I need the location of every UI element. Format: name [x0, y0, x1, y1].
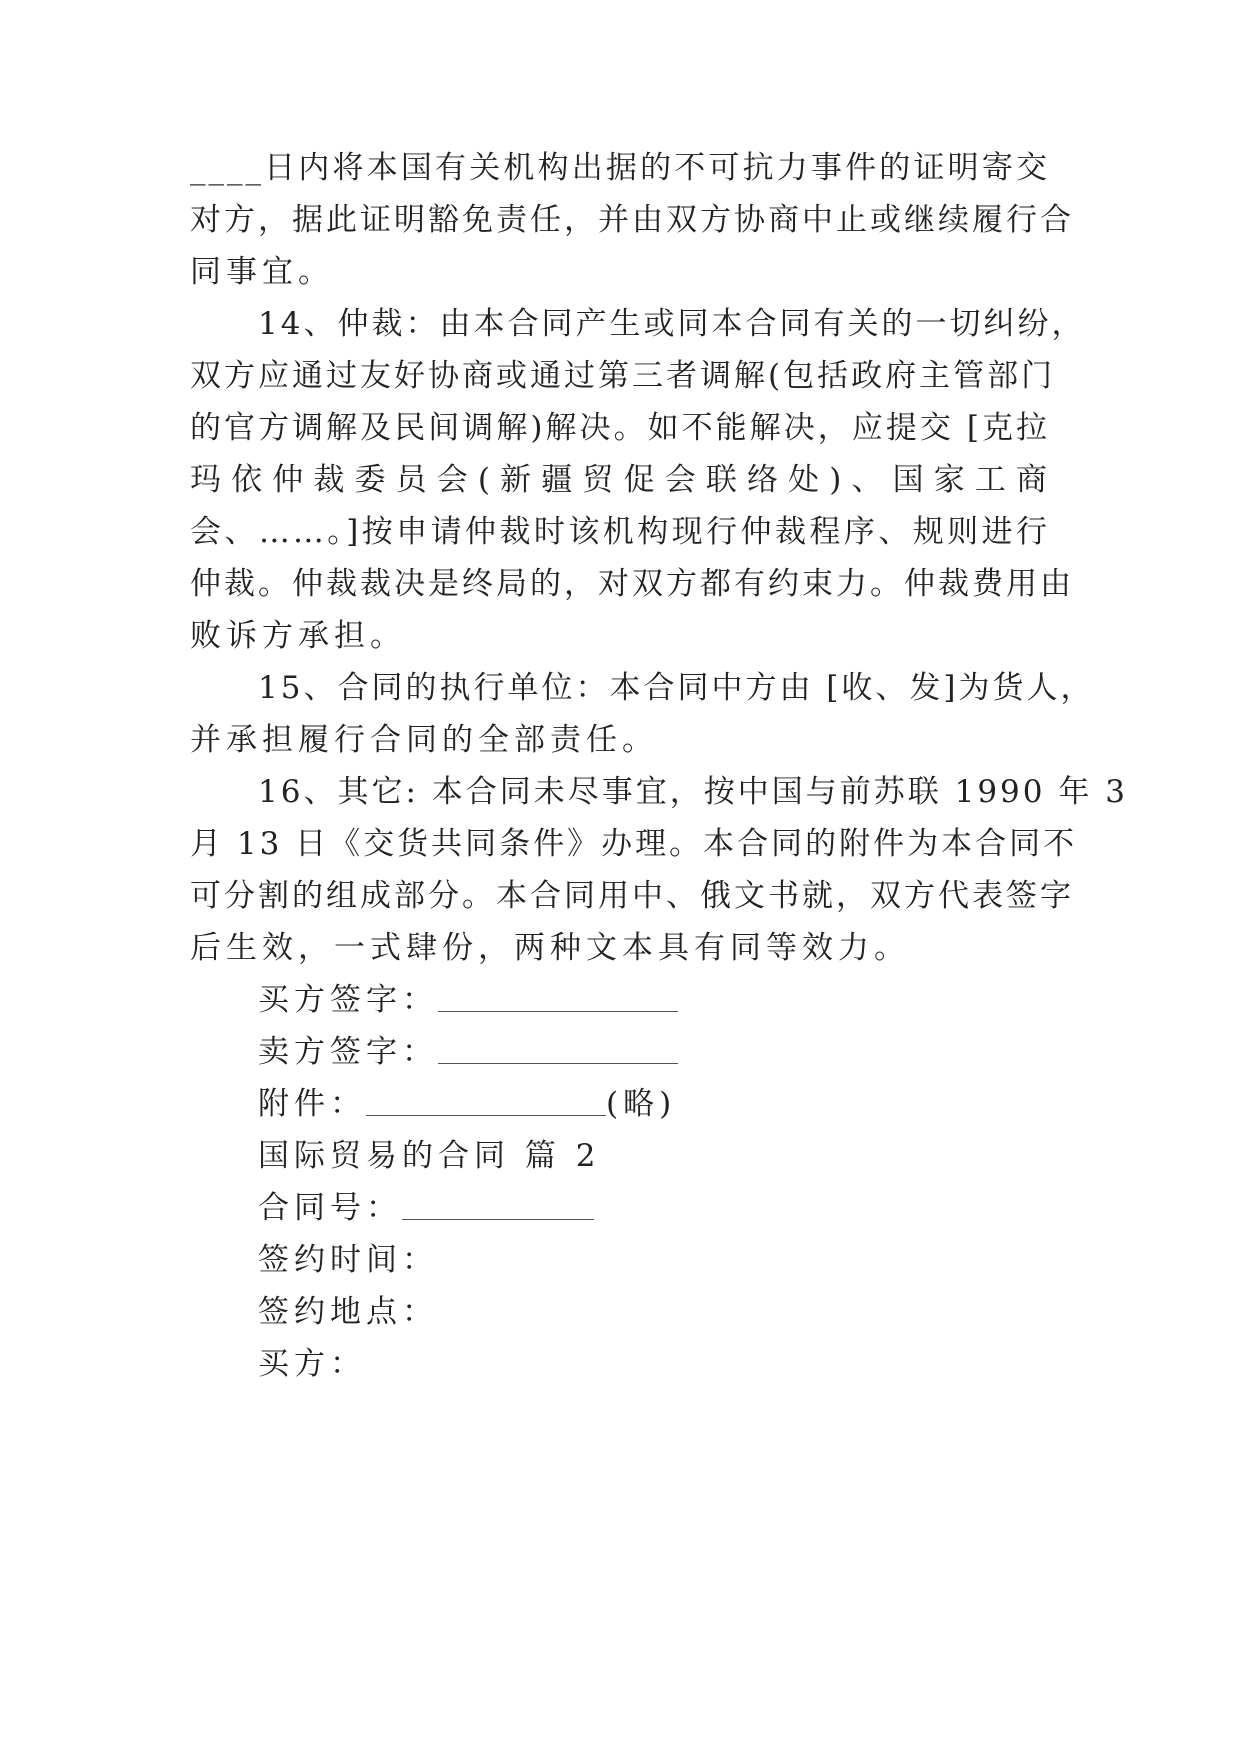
paragraph-line: 双方应通过友好协商或通过第三者调解(包括政府主管部门: [190, 358, 1056, 394]
attachment-suffix: (略): [606, 1086, 677, 1122]
paragraph-line: 仲裁。仲裁裁决是终局的，对双方都有约束力。仲裁费用由: [190, 566, 1074, 602]
buyer-signature-blank: [438, 983, 678, 1012]
signing-place-label: 签约地点：: [258, 1294, 438, 1330]
signing-time-label: 签约时间：: [258, 1242, 438, 1278]
contract-no-label: 合同号：: [258, 1190, 402, 1226]
paragraph-line: 可分割的组成部分。本合同用中、俄文书就，双方代表签字: [190, 878, 1074, 914]
paragraph-line: 并承担履行合同的全部责任。: [190, 722, 658, 758]
attachment-row: [258, 1084, 1058, 1124]
buyer-label: 买方：: [258, 1346, 366, 1382]
contract-no-blank: [402, 1191, 594, 1220]
attachment-label: 附件：: [258, 1086, 366, 1122]
attachment-blank: [366, 1087, 606, 1116]
paragraph-line: 对方，据此证明豁免责任，并由双方协商中止或继续履行合: [190, 202, 1074, 238]
paragraph-line: 14、仲裁：由本合同产生或同本合同有关的一切纠纷，: [258, 306, 1086, 342]
contract-no-row: [258, 1188, 1058, 1228]
paragraph-line: ____日内将本国有关机构出据的不可抗力事件的证明寄交: [190, 150, 1050, 186]
paragraph-line: 后生效，一式肆份，两种文本具有同等效力。: [190, 930, 910, 966]
buyer-signature-row: [258, 980, 1058, 1020]
seller-signature-blank: [438, 1035, 678, 1064]
paragraph-line: 同事宜。: [190, 254, 334, 290]
buyer-signature-label: 买方签字：: [258, 982, 438, 1018]
seller-signature-row: [258, 1032, 1058, 1072]
paragraph-line: 月 13 日《交货共同条件》办理。本合同的附件为本合同不: [190, 826, 1078, 862]
paragraph-line: 15、合同的执行单位：本合同中方由 [收、发]为货人，: [258, 670, 1095, 706]
seller-signature-label: 卖方签字：: [258, 1034, 438, 1070]
section-title: 国际贸易的合同 篇 2: [258, 1138, 601, 1174]
paragraph-line: 败诉方承担。: [190, 618, 406, 654]
paragraph-line: 的官方调解及民间调解)解决。如不能解决，应提交 [克拉: [190, 410, 1050, 446]
paragraph-line: 16、其它: 本合同未尽事宜，按中国与前苏联 1990 年 3: [258, 774, 1128, 810]
paragraph-line: 会、……。]按申请仲裁时该机构现行仲裁程序、规则进行: [190, 514, 1050, 550]
paragraph-line: 玛依仲裁委员会(新疆贸促会联络处)、国家工商: [190, 462, 1050, 498]
